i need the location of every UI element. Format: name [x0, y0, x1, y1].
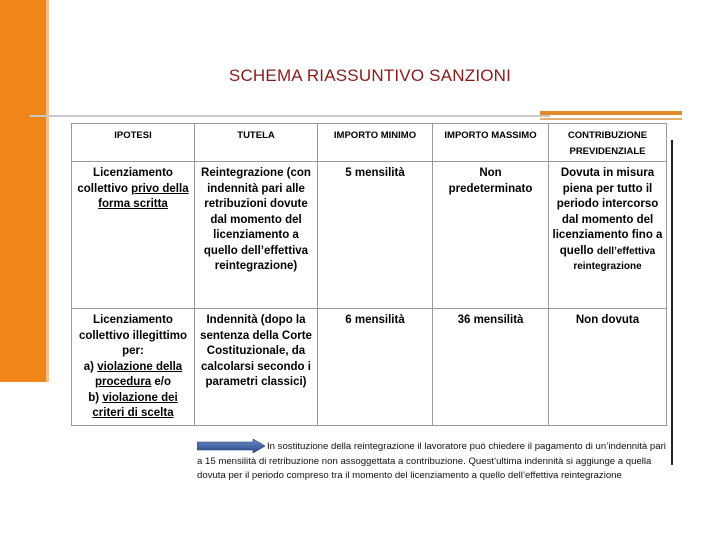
- header-tutela: TUTELA: [195, 124, 318, 162]
- ipotesi-text: Licenziamento collettivo illegittimo per:: [79, 314, 187, 357]
- title-rule-orange-thin: [540, 118, 682, 120]
- slide-title: SCHEMA RIASSUNTIVO SANZIONI: [228, 66, 512, 85]
- cell-ipotesi: [72, 162, 195, 309]
- ipotesi-violazione-criteri: violazione dei criteri di scelta: [92, 391, 178, 419]
- table-row: [72, 309, 667, 426]
- title-rule-orange: [540, 111, 682, 115]
- ipotesi-underlined: privo della forma scritta: [98, 182, 189, 210]
- orange-side-bar: [0, 0, 46, 382]
- right-divider-line: [671, 140, 673, 465]
- header-contribuzione: CONTRIBUZIONE PREVIDENZIALE: [549, 124, 667, 162]
- table-header-row: [72, 124, 667, 162]
- cell-contribuzione: Non dovuta: [549, 309, 667, 426]
- cell-importo-massimo: Non predeterminato: [433, 162, 549, 309]
- cell-importo-minimo: 5 mensilità: [318, 162, 433, 309]
- ipotesi-violazione-procedura: violazione della procedura: [94, 360, 183, 388]
- cell-importo-massimo: 36 mensilità: [433, 309, 549, 426]
- ipotesi-text: Licenziamento collettivo: [77, 167, 173, 195]
- header-ipotesi: IPOTESI: [72, 124, 195, 162]
- cell-tutela: Indennità (dopo la sentenza della Corte Costituzionale, da calcolarsi secondo i parametri classici): [195, 309, 318, 426]
- contribuzione-text-small: dell’effettiva reintegrazione: [573, 245, 656, 272]
- header-importo-massimo: IMPORTO MASSIMO: [433, 124, 549, 162]
- ipotesi-prefix-b: b): [88, 391, 103, 404]
- title-rule-gray: [30, 115, 550, 117]
- cell-importo-minimo: 6 mensilità: [318, 309, 433, 426]
- footnote-text: In sostituzione della reintegrazione il lavoratore può chiedere il pagamento di un’indennità pari a 15 mensilità di retribuzione non assoggettata a contribuzione. Quest’ultima indennità si aggiunge a quella dovuta per il periodo compreso tra il momento del licenziamento a quello dell’effettiva reintegrazione: [197, 441, 666, 481]
- ipotesi-prefix-a: a): [83, 360, 98, 373]
- cell-tutela: Reintegrazione (con indennità pari alle retribuzioni dovute dal momento del licenziamento a quello dell’effettiva reintegrazione): [195, 162, 318, 309]
- cell-contribuzione: [549, 162, 667, 309]
- cell-ipotesi: [72, 309, 195, 426]
- table-row: [72, 162, 667, 309]
- ipotesi-suffix: e/o: [151, 376, 172, 388]
- sanctions-table: [71, 123, 667, 426]
- header-importo-minimo: IMPORTO MINIMO: [318, 124, 433, 162]
- contribuzione-text: Dovuta in misura piena per tutto il periodo intercorso dal momento del licenziamento fino a quello: [552, 167, 663, 257]
- orange-side-bar-edge: [46, 0, 49, 382]
